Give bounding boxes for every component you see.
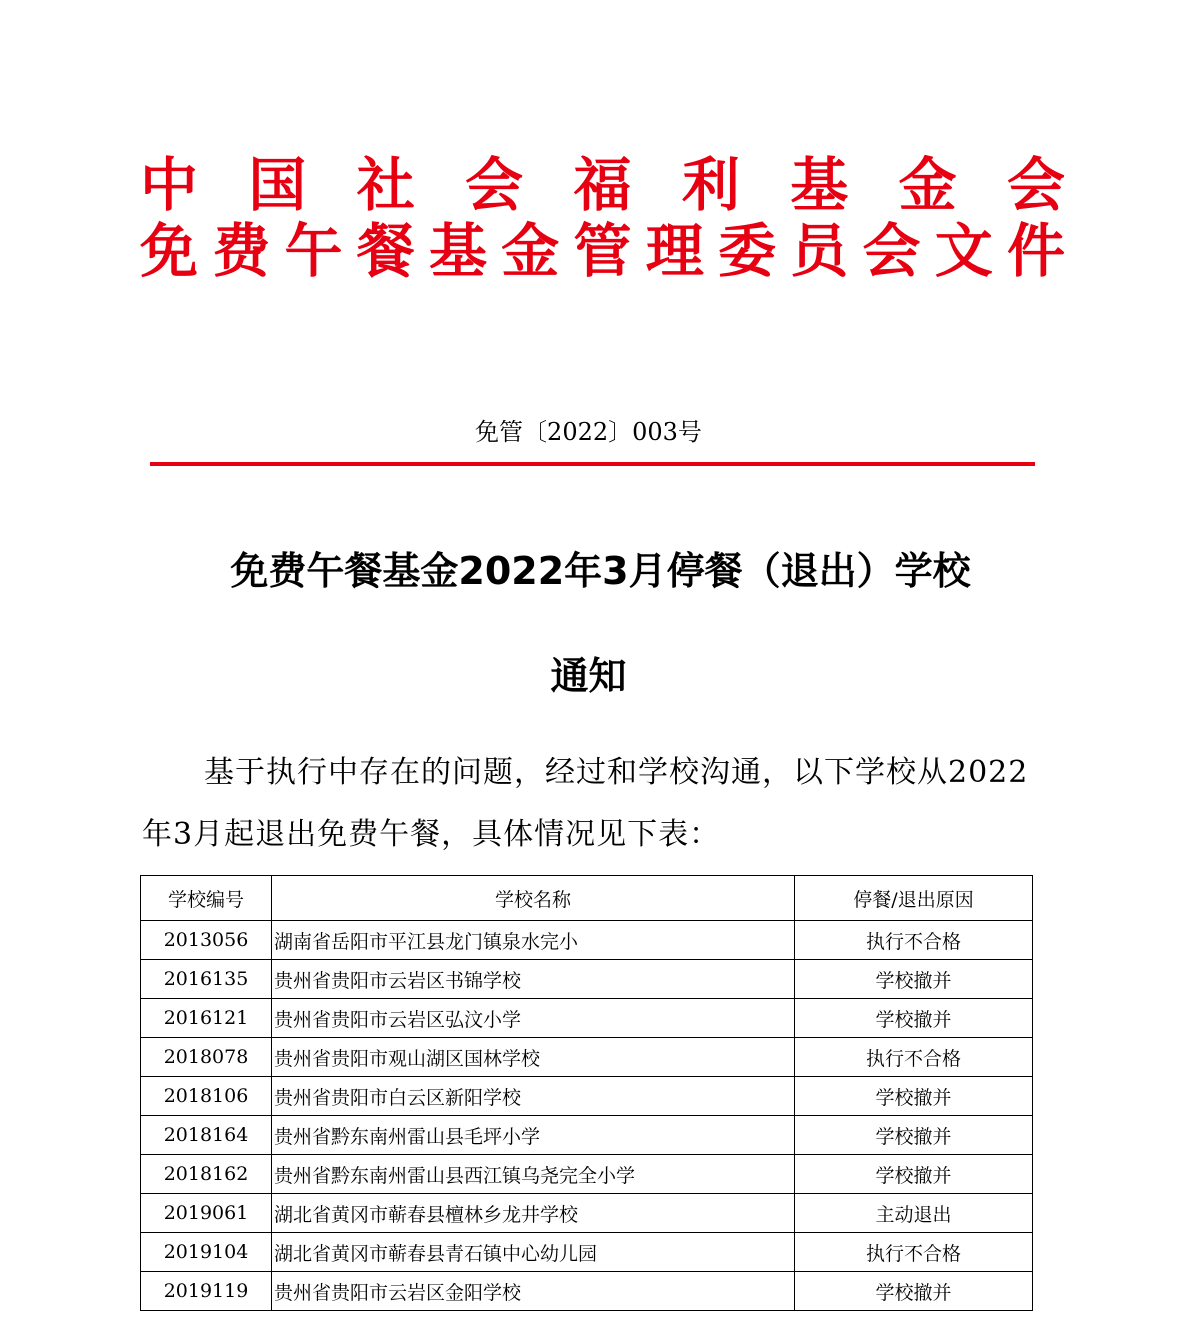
reason-cell: 学校撤并 — [795, 1077, 1033, 1116]
school-code-cell: 2019104 — [141, 1233, 272, 1272]
document-number: 免管〔2022〕003号 — [475, 418, 702, 446]
school-name-cell: 贵州省贵阳市云岩区弘汶小学 — [272, 999, 795, 1038]
school-code-cell: 2019061 — [141, 1194, 272, 1233]
letterhead-line-1: 中国社会福利基金会 — [140, 151, 1065, 219]
school-name-cell: 湖北省黄冈市蕲春县青石镇中心幼儿园 — [272, 1233, 795, 1272]
reason-cell: 学校撤并 — [795, 1116, 1033, 1155]
reason-cell: 学校撤并 — [795, 999, 1033, 1038]
school-name-cell: 贵州省贵阳市观山湖区国林学校 — [272, 1038, 795, 1077]
reason-cell: 主动退出 — [795, 1194, 1033, 1233]
school-code-cell: 2018078 — [141, 1038, 272, 1077]
school-name-cell: 贵州省黔东南州雷山县毛坪小学 — [272, 1116, 795, 1155]
table-row — [141, 1077, 1033, 1116]
school-code-cell: 2013056 — [141, 921, 272, 960]
table-row — [141, 1038, 1033, 1077]
red-divider — [150, 462, 1035, 466]
school-name-cell: 贵州省贵阳市云岩区书锦学校 — [272, 960, 795, 999]
letterhead-line-2: 免费午餐基金管理委员会文件 — [140, 217, 1065, 285]
schools-table — [140, 875, 1033, 1311]
school-name-cell: 贵州省贵阳市白云区新阳学校 — [272, 1077, 795, 1116]
notice-title-line-1: 免费午餐基金2022年3月停餐（退出）学校 — [230, 549, 971, 593]
reason-cell: 执行不合格 — [795, 1038, 1033, 1077]
school-code-cell: 2018106 — [141, 1077, 272, 1116]
table-row — [141, 960, 1033, 999]
school-code-cell: 2018164 — [141, 1116, 272, 1155]
table-body — [141, 921, 1033, 1311]
reason-cell: 执行不合格 — [795, 921, 1033, 960]
table-row — [141, 1155, 1033, 1194]
reason-cell: 学校撤并 — [795, 1155, 1033, 1194]
table-row — [141, 1194, 1033, 1233]
school-code-cell: 2016135 — [141, 960, 272, 999]
header-school-name: 学校名称 — [272, 876, 795, 921]
school-code-cell: 2018162 — [141, 1155, 272, 1194]
school-name-cell: 贵州省黔东南州雷山县西江镇乌尧完全小学 — [272, 1155, 795, 1194]
table-row — [141, 1233, 1033, 1272]
header-reason: 停餐/退出原因 — [795, 876, 1033, 921]
notice-title-line-2: 通知 — [550, 654, 627, 698]
school-code-cell: 2019119 — [141, 1272, 272, 1311]
school-name-cell: 湖南省岳阳市平江县龙门镇泉水完小 — [272, 921, 795, 960]
table-row — [141, 1116, 1033, 1155]
table-row — [141, 999, 1033, 1038]
table-row — [141, 921, 1033, 960]
school-name-cell: 贵州省贵阳市云岩区金阳学校 — [272, 1272, 795, 1311]
table-row — [141, 1272, 1033, 1311]
body-paragraph: 基于执行中存在的问题，经过和学校沟通，以下学校从2022年3月起退出免费午餐，具体情况见下表： — [142, 755, 1029, 852]
table-header-row — [141, 876, 1033, 921]
reason-cell: 学校撤并 — [795, 1272, 1033, 1311]
school-name-cell: 湖北省黄冈市蕲春县檀林乡龙井学校 — [272, 1194, 795, 1233]
school-code-cell: 2016121 — [141, 999, 272, 1038]
reason-cell: 学校撤并 — [795, 960, 1033, 999]
header-school-code: 学校编号 — [141, 876, 272, 921]
reason-cell: 执行不合格 — [795, 1233, 1033, 1272]
